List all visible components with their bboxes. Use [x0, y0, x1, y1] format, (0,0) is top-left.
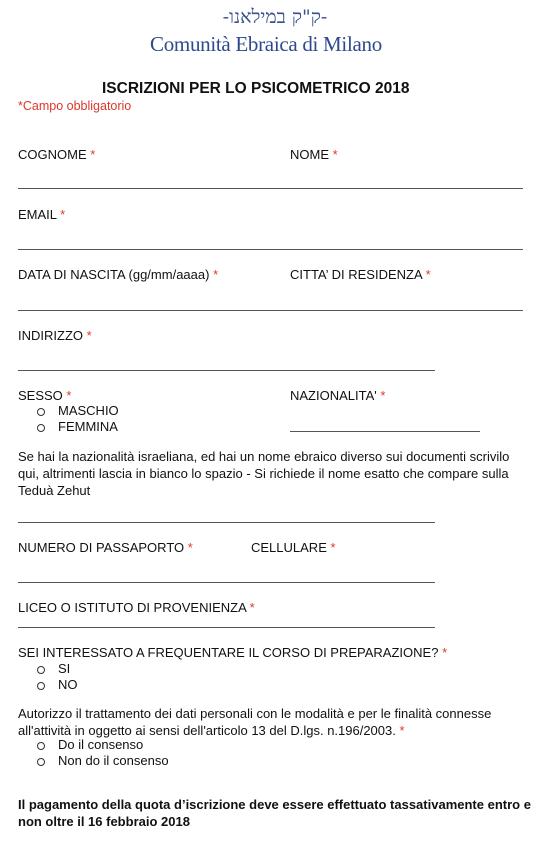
nazionalita-label: NAZIONALITA' * [290, 388, 386, 403]
indirizzo-field[interactable] [18, 370, 435, 371]
email-label: EMAIL * [18, 207, 66, 222]
corso-radio-si[interactable] [37, 666, 45, 674]
cognome-field[interactable] [18, 188, 290, 189]
page-title: ISCRIZIONI PER LO PSICOMETRICO 2018 [102, 80, 410, 97]
corso-option-si[interactable]: SI [58, 661, 71, 676]
privacy-option-no-consenso[interactable]: Non do il consenso [58, 753, 169, 768]
corso-radio-no[interactable] [37, 682, 45, 690]
liceo-label: LICEO O ISTITUTO DI PROVENIENZA * [18, 600, 255, 615]
data-nascita-label: DATA DI NASCITA (gg/mm/aaaa) * [18, 267, 219, 282]
org-name: Comunità Ebraica di Milano [150, 32, 382, 56]
corso-option-no[interactable]: NO [58, 677, 78, 692]
passaporto-cellulare-field[interactable] [18, 582, 435, 583]
hebrew-name-field[interactable] [18, 522, 435, 523]
cellulare-label: CELLULARE * [251, 540, 336, 555]
sesso-option-femmina[interactable]: FEMMINA [58, 419, 118, 434]
liceo-field[interactable] [18, 627, 435, 628]
indirizzo-label: INDIRIZZO * [18, 328, 92, 343]
cognome-label: COGNOME * [18, 147, 96, 162]
sesso-radio-femmina[interactable] [37, 424, 45, 432]
sesso-label: SESSO * [18, 388, 72, 403]
sesso-option-maschio[interactable]: MASCHIO [58, 403, 119, 418]
privacy-option-consenso[interactable]: Do il consenso [58, 737, 144, 752]
payment-note: Il pagamento della quota d’iscrizione deve essere effettuato tassativamente entro e non oltre il 16 febbraio 2018 [18, 797, 531, 829]
nome-label: NOME * [290, 147, 338, 162]
nazionalita-field[interactable] [290, 431, 480, 432]
privacy-text: Autorizzo il trattamento dei dati personali con le modalità e per le finalità connesse all'attività in oggetto ai sensi dell'articolo 13 del D.lgs. n.196/2003. * [18, 706, 492, 738]
hebrew-name-note: Se hai la nazionalità israeliana, ed hai un nome ebraico diverso sui documenti scrivilo qui, altrimenti lascia in bianco lo spazio - Si richiede il nome esatto che compare sulla Teduà Zehut [18, 449, 510, 498]
nome-field[interactable] [290, 188, 523, 189]
hebrew-logo-text: -ק"ק במילאנו- [222, 6, 328, 28]
data-nascita-field[interactable] [18, 310, 290, 311]
privacy-radio-no-consenso[interactable] [37, 758, 45, 766]
privacy-radio-consenso[interactable] [37, 742, 45, 750]
passaporto-label: NUMERO DI PASSAPORTO * [18, 540, 193, 555]
email-field[interactable] [18, 249, 523, 250]
corso-label: SEI INTERESSATO A FREQUENTARE IL CORSO DI PREPARAZIONE? * [18, 645, 448, 660]
citta-field[interactable] [290, 310, 523, 311]
sesso-radio-maschio[interactable] [37, 408, 45, 416]
citta-label: CITTA’ DI RESIDENZA * [290, 267, 431, 282]
required-note: *Campo obbligatorio [18, 99, 132, 113]
